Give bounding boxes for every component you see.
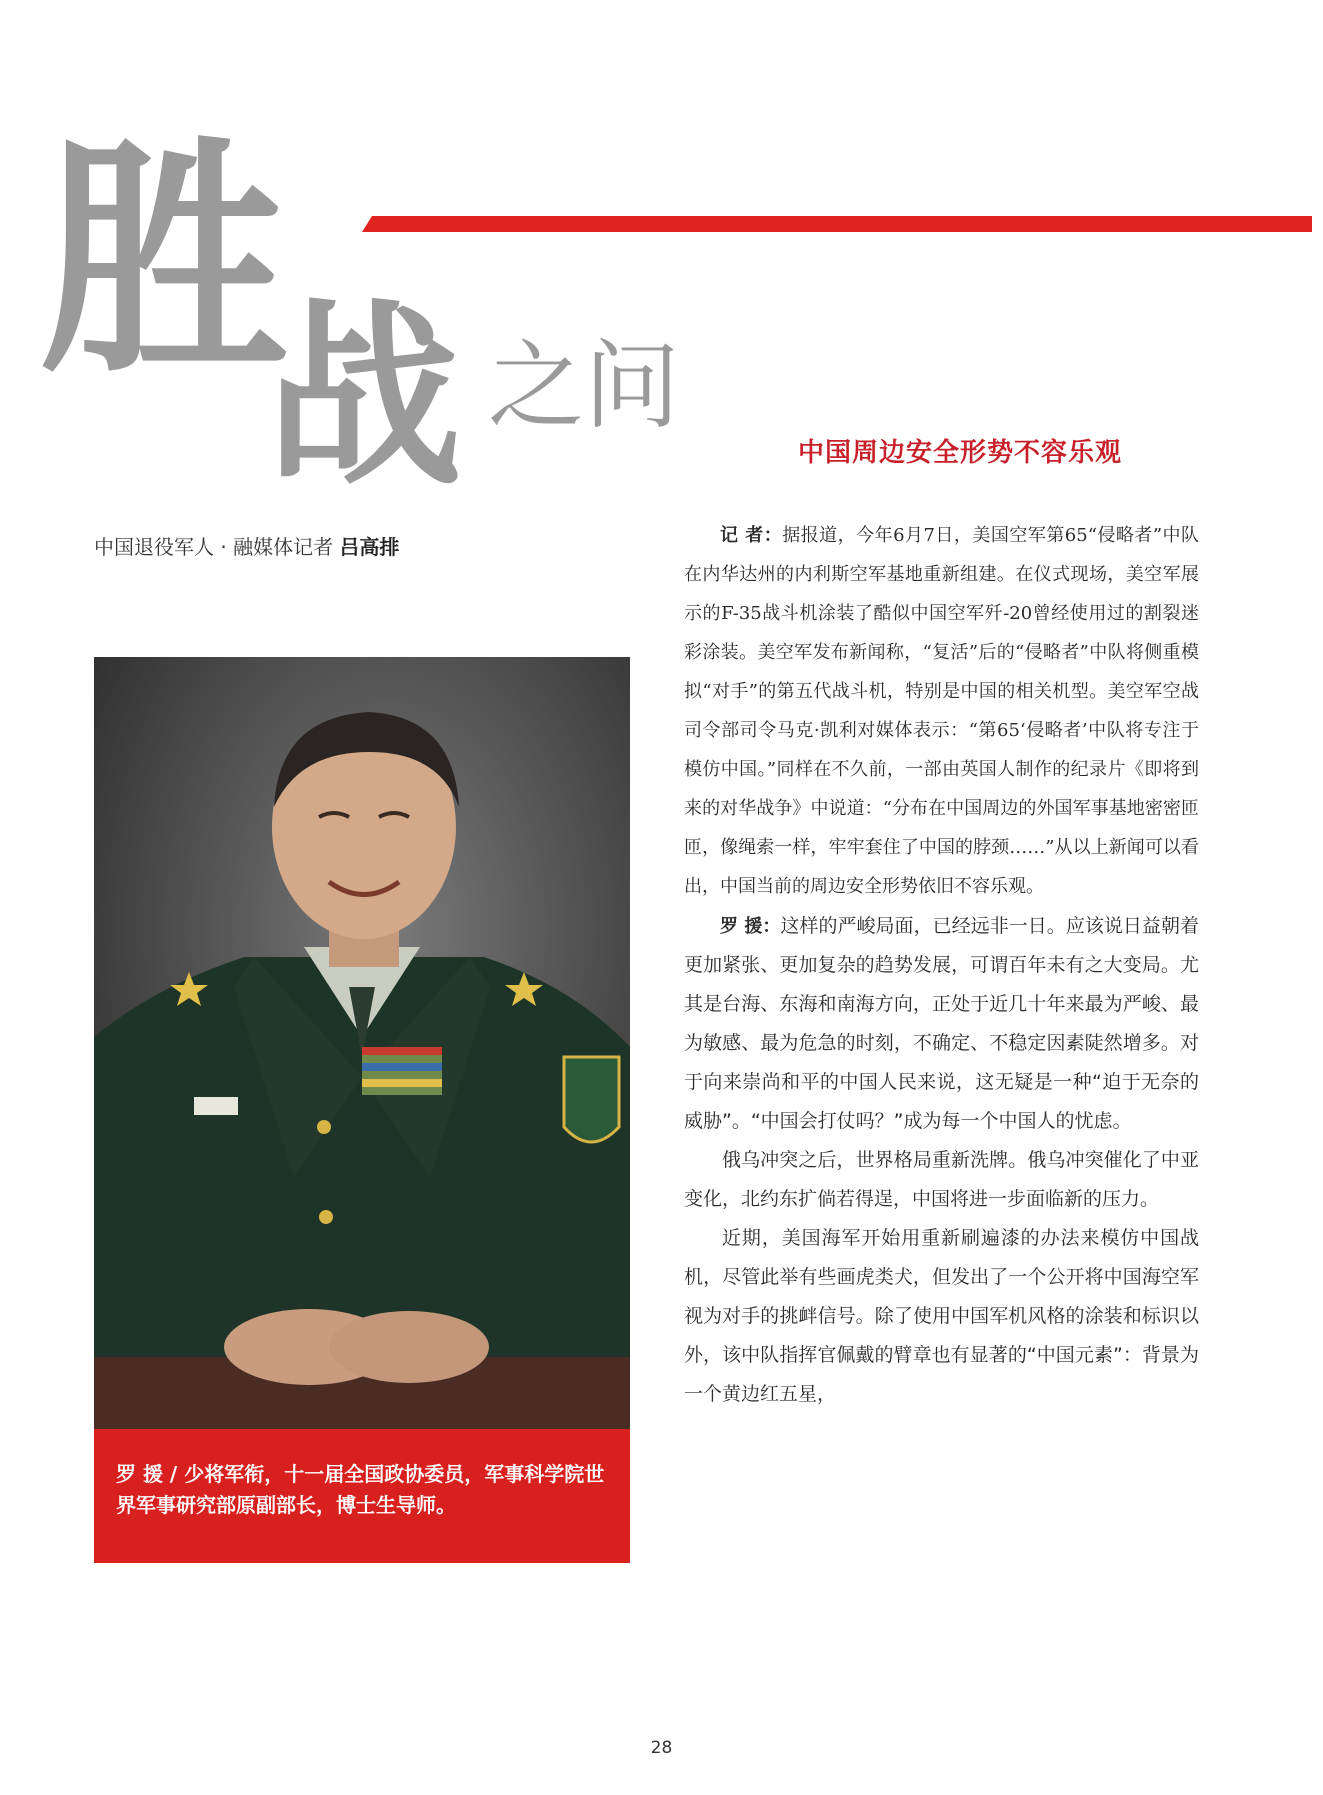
paragraph-4: 近期，美国海军开始用重新刷遍漆的办法来模仿中国战机，尽管此举有些画虎类犬，但发出了一个公开将中国海空军视为对手的挑衅信号。除了使用中国军机风格的涂装和标识以外，该中队指挥官佩戴的臂章也有显著的“中国元素”：背景为一个黄边红五星， [684, 1227, 1199, 1405]
page-number: 28 [650, 1738, 673, 1758]
byline-prefix: 中国退役军人 · 融媒体记者 [94, 535, 334, 559]
article-headline: 中国周边安全形势不容乐观 [797, 438, 1122, 468]
photo-caption: 罗 援 / 少将军衔，十一届全国政协委员，军事科学院世界军事研究部原副部长，博士生导师。 [94, 1429, 630, 1563]
paragraph-3: 俄乌冲突之后，世界格局重新洗牌。俄乌冲突催化了中亚变化，北约东扩倘若得逞，中国将进一步面临新的压力。 [684, 1149, 1199, 1210]
title-red-rule [362, 216, 1312, 232]
portrait-photo [94, 657, 630, 1429]
paragraph-1 [684, 516, 1199, 906]
paragraph-text: 这样的严峻局面，已经远非一日。应该说日益朝着更加紧张、更加复杂的趋势发展，可谓百年未有之大变局。尤其是台海、东海和南海方向，正处于近几十年来最为严峻、最为敏感、最为危急的时刻，不确定、不稳定因素陡然增多。对于向来崇尚和平的中国人民来说，这无疑是一种“迫于无奈的威胁”。“中国会打仗吗？”成为每一个中国人的忧虑。 [684, 915, 1199, 1132]
title-zhiwen: 之问 [488, 330, 680, 442]
article-body [684, 516, 1199, 1414]
speaker-label: 罗 援： [720, 916, 781, 937]
byline [94, 531, 399, 560]
paragraph-2 [684, 907, 1199, 1141]
title-char-zhan: 战 [266, 284, 463, 512]
title-char-sheng: 胜 [40, 118, 282, 406]
paragraph-text: 据报道，今年6月7日，美国空军第65“侵略者”中队在内华达州的内利斯空军基地重新组建。在仪式现场，美空军展示的F-35战斗机涂装了酷似中国空军歼-20曾经使用过的割裂迷彩涂装。美空军发布新闻称，“复活”后的“侵略者”中队将侧重模拟“对手”的第五代战斗机，特别是中国的相关机型。美空军空战司令部司令马克·凯利对媒体表示：“第65‘侵略者’中队将专注于模仿中国。”同样在不久前，一部由英国人制作的纪录片《即将到来的对华战争》中说道：“分布在中国周边的外国军事基地密密匝匝，像绳索一样，牢牢套住了中国的脖颈……”从以上新闻可以看出，中国当前的周边安全形势依旧不容乐观。 [684, 525, 1199, 897]
byline-author: 吕高排 [339, 535, 400, 559]
speaker-label: 记 者： [720, 525, 783, 546]
portrait-illustration [94, 657, 630, 1429]
